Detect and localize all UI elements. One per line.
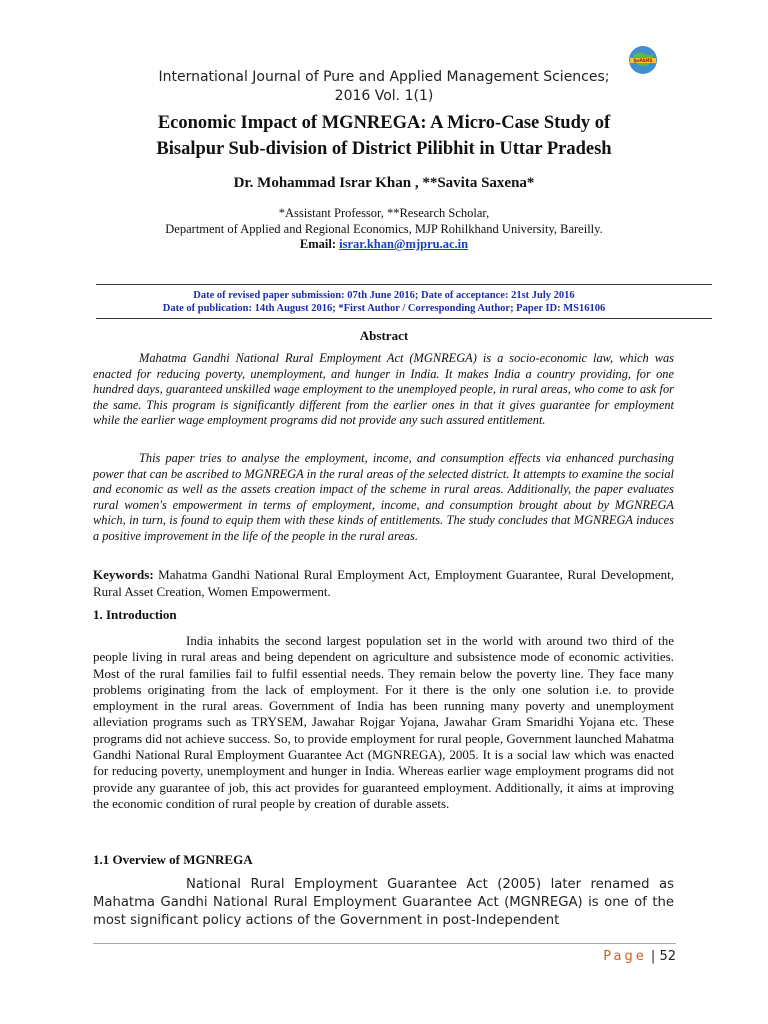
keywords-label: Keywords: xyxy=(93,567,154,582)
author-roles: *Assistant Professor, **Research Scholar, xyxy=(278,206,490,220)
page-number-value: 52 xyxy=(659,949,676,964)
email-label: Email: xyxy=(299,237,337,251)
publication-dates xyxy=(96,289,672,315)
journal-logo-text: IJoPAMS xyxy=(633,58,653,64)
author-email-line xyxy=(96,237,672,253)
section-heading-overview: 1.1 Overview of MGNREGA xyxy=(93,852,253,867)
journal-header xyxy=(96,68,672,106)
paper-title-line2: Bisalpur Sub-division of District Pilibhit in Uttar Pradesh xyxy=(156,139,612,159)
journal-name: International Journal of Pure and Applied Management Sciences; xyxy=(158,69,610,85)
overview-paragraph: National Rural Employment Guarantee Act (2005) later renamed as Mahatma Gandhi National Rural Employment Guarantee Act (MGNREGA) is one of the most significant policy actions of the Government in post-Independent xyxy=(93,877,674,928)
paper-title xyxy=(96,110,672,162)
keywords-text: Mahatma Gandhi National Rural Employment Act, Employment Guarantee, Rural Development, Rural Asset Creation, Women Empowerment. xyxy=(93,567,675,599)
section-heading-introduction: 1. Introduction xyxy=(93,607,177,622)
footer-divider xyxy=(93,943,676,944)
paper-title-line1: Economic Impact of MGNREGA: A Micro-Case Study of xyxy=(157,113,611,133)
page-label: Page xyxy=(603,949,647,964)
bottom-divider xyxy=(96,318,712,319)
top-divider xyxy=(96,284,712,285)
abstract-paragraph-1: Mahatma Gandhi National Rural Employment Act (MGNREGA) is a socio-economic law, which was enacted for reducing poverty, unemployment, and hunger in India. It makes India a country providing, for one hundred days, guaranteed unskilled wage employment to the unemployed people, in rural areas, who come to ask for the same. This program is significantly different from the earlier ones in that it gives guarantee for employment while the earlier wage employment programs did not provide any such assured entitlement. xyxy=(93,351,674,428)
dates-line1: Date of revised paper submission: 07th June 2016; Date of acceptance: 21st July 2016 xyxy=(193,290,575,301)
introduction-paragraph: India inhabits the second largest population set in the world with around two third of the people living in rural areas and being dependent on agriculture and subsistence mode of economic activities. Most of the rural families fail to fulfil essential needs. They remain below the poverty line. They face many problems originating from the lack of employment. For it there is the only one solution i.e. to provide employment in the rural areas. Government of India has been running many poverty and unemployment alleviation programs such as TRYSEM, Jawahar Rojgar Yojana, Jawahar Gram Smaridhi Yojana etc. These programs did not achieve success. So, to provide employment for rural people, Government launched Mahatma Gandhi National Rural Employment Guarantee Act (MGNREGA), 2005. It is a social law which was enacted for reducing poverty, unemployment and hunger in India. Whereas earlier wage employment programs did not provide any guarantee of job, this act provides for guaranteed employment. Additionally, it aims at improving the economic condition of rural people by creation of durable assets. xyxy=(93,633,674,811)
keywords xyxy=(93,567,674,600)
paper-authors: Dr. Mohammad Israr Khan , **Savita Saxena* xyxy=(233,175,535,191)
page-number xyxy=(603,949,676,964)
dates-line2: Date of publication: 14th August 2016; *First Author / Corresponding Author; Paper ID: MS16106 xyxy=(162,303,606,314)
email-link[interactable]: israr.khan@mjpru.ac.in xyxy=(339,237,469,251)
affiliation-block xyxy=(96,206,672,253)
page-separator: | xyxy=(650,949,656,964)
abstract-paragraph-2: This paper tries to analyse the employment, income, and consumption effects via enhanced purchasing power that can be ascribed to MGNREGA in the rural areas of the selected district. It attempts to examine the social and economic as well as the assets creation impact of the scheme in rural areas. Additionally, the paper evaluates rural women's empowerment in terms of employment, income, and consumption brought about by MGNREGA which, in turn, is found to equip them with these kinds of entitlements. The study concludes that MGNREGA induces a positive improvement in the life of the people in the rural areas. xyxy=(93,451,674,543)
journal-volume: 2016 Vol. 1(1) xyxy=(334,88,434,104)
author-department: Department of Applied and Regional Economics, MJP Rohilkhand University, Bareilly. xyxy=(165,221,603,236)
abstract-heading: Abstract xyxy=(359,328,409,343)
